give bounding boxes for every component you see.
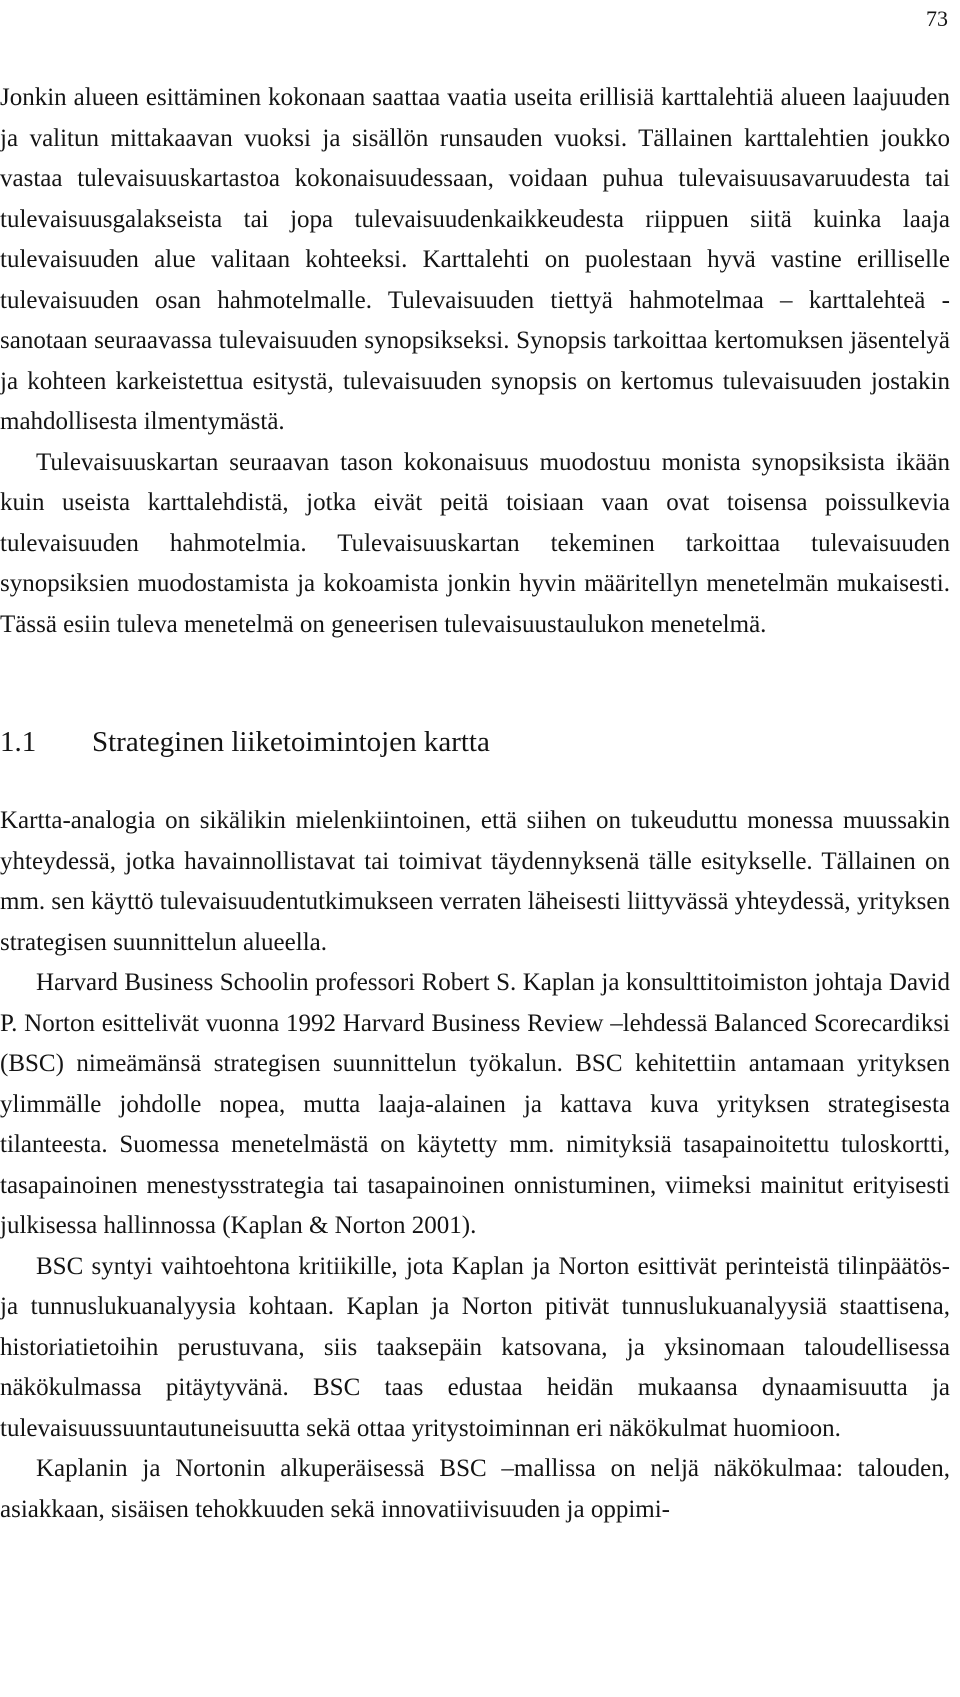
body-paragraph-1: Jonkin alueen esittäminen kokonaan saattaa vaatia useita erillisiä karttalehtiä alueen laajuuden ja valitun mittakaavan vuoksi ja sisällön runsauden vuoksi. Tällainen karttalehtien joukko vastaa tulevaisuuskartastoa kokonaisuudessaan, voidaan puhua tulevaisuusavaruudesta tai tulevaisuusgalakseista tai jopa tulevaisuudenkaikkeudesta riippuen siitä kuinka laaja tulevaisuuden alue valitaan kohteeksi. Karttalehti on puolestaan hyvä vastine erilliselle tulevaisuuden osan hahmotelmalle. Tulevaisuuden tiettyä hahmotelmaa – karttalehteä - sanotaan seuraavassa tulevaisuuden synopsikseksi. Synopsis tarkoittaa kertomuksen jäsentelyä ja kohteen karkeistettua esitystä, tulevaisuuden synopsis on kertomus tulevaisuuden jostakin mahdollisesta ilmentymästä. xyxy=(0,84,950,435)
page-number: 73 xyxy=(926,6,948,31)
body-paragraph-6: Kaplanin ja Nortonin alkuperäisessä BSC –mallissa on neljä näkökulmaa: talouden, asiakkaan, sisäisen tehokkuuden sekä innovatiivisuuden ja oppimi- xyxy=(0,1455,950,1523)
page-body xyxy=(0,78,950,1530)
body-paragraph-3: Kartta-analogia on sikälikin mielenkiintoinen, että siihen on tukeuduttu monessa muussakin yhteydessä, jotka havainnollistavat tai toimivat täydennyksenä tälle esitykselle. Tällainen on mm. sen käyttö tulevaisuudentutkimukseen verraten läheisesti liittyvässä yhteydessä, yrityksen strategisen suunnittelun alueella. xyxy=(0,807,950,956)
section-number: 1.1 xyxy=(0,726,37,758)
body-paragraph-4: Harvard Business Schoolin professori Robert S. Kaplan ja konsulttitoimiston johtaja David P. Norton esittelivät vuonna 1992 Harvard Business Review –lehdessä Balanced Scorecardiksi (BSC) nimeämänsä strategisen suunnittelun työkalun. BSC kehitettiin antamaan yrityksen ylimmälle johdolle nopea, mutta laaja-alainen ja kattava kuva yrityksen strategisesta tilanteesta. Suomessa menetelmästä on käytetty mm. nimityksiä tasapainoitettu tuloskortti, tasapainoinen menestysstrategia tai tasapainoinen onnistuminen, viimeksi mainitut erityisesti julkisessa hallinnossa (Kaplan & Norton 2001). xyxy=(0,969,950,1239)
body-paragraph-2: Tulevaisuuskartan seuraavan tason kokonaisuus muodostuu monista synopsiksista ikään kuin useista karttalehdistä, jotka eivät peitä toisiaan vaan ovat toisensa poissulkevia tulevaisuuden hahmotelmia. Tulevaisuuskartan tekeminen tarkoittaa tulevaisuuden synopsiksien muodostamista ja kokoamista jonkin hyvin määritellyn menetelmän mukaisesti. Tässä esiin tuleva menetelmä on geneerisen tulevaisuustaulukon menetelmä. xyxy=(0,448,950,638)
body-paragraph-5: BSC syntyi vaihtoehtona kritiikille, jota Kaplan ja Norton esittivät perinteistä tilinpäätös- ja tunnuslukuanalyysia kohtaan. Kaplan ja Norton pitivät tunnuslukuanalyysiä staattisena, historiatietoihin perustuvana, siis taaksepäin katsovana, ja yksinomaan taloudellisessa näkökulmassa pitäytyvänä. BSC taas edustaa heidän mukaansa dynaamisuutta ja tulevaisuussuuntautuneisuutta sekä ottaa yritystoiminnan eri näkökulmat huomioon. xyxy=(0,1252,950,1442)
section-title: Strateginen liiketoimintojen kartta xyxy=(92,726,490,758)
section-heading xyxy=(0,722,950,762)
